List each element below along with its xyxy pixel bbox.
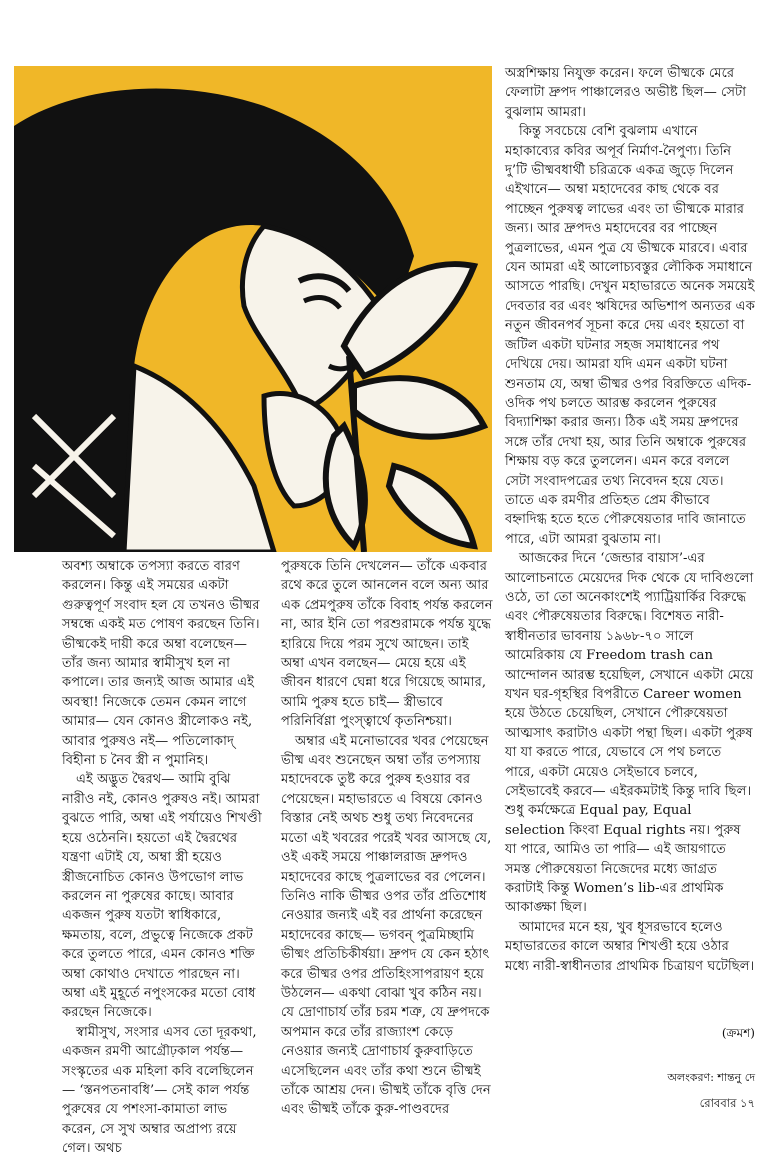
to-be-continued-note: (ক্রমশ) (721, 1026, 755, 1040)
paragraph: আমাদের মনে হয়, খুব ধূসরভাবে হলেও মহাভারতের কালে অম্বার শিখণ্ডী হয়ে ওঠার মধ্যে নারী-স্বাধীনতার প্রাথমিক চিত্রায়ণ ঘটেছিল। (505, 919, 755, 974)
paragraph: আজকের দিনে ‘জেন্ডার বায়াস’-এর আলোচনাতে মেয়েদের দিক থেকে যে দাবিগুলো ওঠে, তা তো অনেকাংশেই প্যাট্রিয়ার্কির বিরুদ্ধে এবং পৌরুষেয়তার বিরুদ্ধে। বিশেষত নারী-স্বাধীনতার ভাবনায় ১৯৬৮-৭০ সালে আমেরিকায় যে Freedom trash can আন্দোলন আরম্ভ হয়েছিল, সেখানে একটা মেয়ে যখন ঘর-গৃহস্থির বিপরীতে Career women হয়ে উঠতে চেয়েছিল, সেখানে পৌরুষেয়তা আত্মসাৎ করাটাও একটা পন্থা ছিল। একটা পুরুষ যা যা করতে পারে, যেভাবে সে পথ চলতে পারে, একটা মেয়েও সেইভাবে চলবে, সেইভাবেই করবে— এইরকমটাই কিন্তু দাবি ছিল। শুধু কর্মক্ষেত্রে Equal pay, Equal selection কিংবা Equal rights নয়। পুরুষ যা পারে, আমিও তা পারি— এই জায়গাতে সমস্ত পৌরুষেয়তা নিজেদের মধ্যে জাগ্রত করাটাই কিন্তু Women’s lib-এর প্রাথমিক আকাঙ্ক্ষা ছিল। (505, 551, 754, 916)
paragraph: অস্ত্রশিক্ষায় নিযুক্ত করেন। ফলে ভীষ্মকে মেরে ফেলাটা দ্রুপদ পাঞ্চালেরও অভীষ্ট ছিল— সেটা বুঝলাম আমরা। (505, 66, 747, 120)
text-column-middle (281, 557, 493, 1120)
paragraph: পুরুষকে তিনি দেখলেন— তাঁকে একবার রথে করে তুলে আনলেন বলে অন্য আর এক প্রেমপুরুষ তাঁকে বিবাহ পর্যন্ত করলেন না, আর ইনি তো পরশুরামকে পর্যন্ত যুদ্ধে হারিয়ে দিয়ে পরম সুখে আছেন। তাই অম্বা এখন বলছেন— মেয়ে হয়ে এই জীবন ধারণে ঘেন্না ধরে গিয়েছে আমার, আমি পুরুষ হতে চাই— স্ত্রীভাবে পরিনির্বিণ্ণা পুংস্ত্বার্থে কৃতনিশ্চয়া। (281, 559, 493, 730)
text-column-left (62, 557, 262, 1159)
illustration-credit: অলংকরণ: শান্তনু দে (667, 1071, 755, 1084)
paragraph: কিন্তু সবচেয়ে বেশি বুঝলাম এখানে মহাকাব্যের কবির অপূর্ব নির্মাণ-নৈপুণ্য। তিনি দু’টি ভীষ্মবধার্থী চরিত্রকে একত্র জুড়ে দিলেন এইখানে— অম্বা মহাদেবের কাছ থেকে বর পাচ্ছেন পুরুষত্ব লাভের এবং তা ভীষ্মকে মারার জন্য। আর দ্রুপদও মহাদেবের বর পাচ্ছেন পুত্রলাভের, এমন পুত্র যে ভীষ্মকে মারবে। এবার যেন আমরা এই আলোচ্যবস্তুর লৌকিক সমাধানে আসতে পারছি। দেখুন মহাভারতে অনেক সময়েই দেবতার বর এবং ঋষিদের অভিশাপ অন্যতর এক নতুন জীবনপর্ব সূচনা করে দেয় এবং হয়তো বা জটিল একটা ঘটনার সহজ সমাধানের পথ দেখিয়ে দেয়। আমরা যদি এমন একটা ঘটনা শুনতাম যে, অম্বা ভীষ্মর ওপর বিরক্তিতে এদিক-ওদিক পথ চলতে আরম্ভ করলেন পুরুষের বিদ্যাশিক্ষা করার জন্য। ঠিক এই সময় দ্রুপদের সঙ্গে তাঁর দেখা হয়, আর তিনি অম্বাকে পুরুষের শিক্ষায় বড় করে তুললেন। এমন করে বললে সেটা সংবাদপত্রের তথ্য নিবেদন হয়ে যেত। তাতে এক রমণীর প্রতিহত প্রেম কীভাবে বহ্নাদিগ্ধ হতে হতে পৌরুষেয়তার দাবি জানাতে পারে, এটা আমরা বুঝতাম না। (505, 124, 755, 547)
text-column-right (505, 64, 755, 976)
page-folio: রোববার ১৭ (699, 1096, 755, 1110)
paragraph: এই অদ্ভুত দ্বৈরথ— আমি বুঝি নারীও নই, কোনও পুরুষও নই। আমরা বুঝতে পারি, অম্বা এই পর্যায়েও শিখণ্ডী হয়ে ওঠেননি। হয়তো এই দ্বৈরথের যন্ত্রণা এটাই যে, অম্বা স্ত্রী হয়েও স্ত্রীজনোচিত কোনও উপভোগ লাভ করলেন না পুরুষের কাছে। আবার একজন পুরুষ যতটা স্বাধিকারে, ক্ষমতায়, বলে, প্রভুত্বে নিজেকে প্রকট করে তুলতে পারে, এমন কোনও শক্তি অম্বা কোথাও দেখাতে পারছেন না। অম্বা এই মুহূর্তে নপুংসকের মতো বোধ করছেন নিজেকে। (62, 772, 262, 1021)
illustration-woman-with-flower (14, 66, 492, 552)
paragraph: অম্বার এই মনোভাবের খবর পেয়েছেন ভীষ্ম এবং শুনেছেন অম্বা তাঁর তপস্যায় মহাদেবকে তুষ্ট করে পুরুষ হওয়ার বর পেয়েছেন। মহাভারতে এ বিষয়ে কোনও বিস্তার নেই অথচ শুধু তথ্য নিবেদনের মতো এই খবরের পরেই খবর আসছে যে, ওই একই সময়ে পাঞ্চালরাজ দ্রুপদও মহাদেবের কাছে পুত্রলাভের বর পেলেন। তিনিও নাকি ভীষ্মর ওপর তাঁর প্রতিশোধ নেওয়ার জন্যই এই বর প্রার্থনা করেছেন মহাদেবের কাছে— ভগবন্‌ পুত্রমিচ্ছামি ভীষ্মং প্রতিচিকীর্ষয়া। দ্রুপদ যে কেন হঠাৎ করে ভীষ্মর ওপর প্রতিহিংসাপরায়ণ হয়ে উঠলেন— একথা বোঝা খুব কঠিন নয়। যে দ্রোণাচার্য তাঁর চরম শত্রু, যে দ্রুপদকে অপমান করে তাঁর রাজ্যাংশ কেড়ে নেওয়ার জন্যই দ্রোণাচার্য কুরুবাড়িতে এসেছিলেন এবং তাঁর কথা শুনে ভীষ্মই তাঁকে আশ্রয় দেন। ভীষ্মই তাঁকে বৃত্তি দেন এবং ভীষ্মই তাঁকে কুরু-পাণ্ডবদের (281, 733, 492, 1118)
illustration-artwork (14, 66, 492, 552)
paragraph: অবশ্য অম্বাকে তপস্যা করতে বারণ করলেন। কিন্তু এই সময়ের একটা গুরুত্বপূর্ণ সংবাদ হল যে তখনও ভীষ্মর সম্বন্ধে একই মত পোষণ করছেন তিনি। ভীষ্মকেই দায়ী করে অম্বা বলেছেন— তাঁর জন্য আমার স্বামীসুখ হল না কপালে। তার জন্যই আজ আমার এই অবস্থা! নিজেকে তেমন কেমন লাগে আমার— যেন কোনও স্ত্রীলোকও নই, আবার পুরুষও নই— পতিলোকাদ্‌ বিহীনা চ নৈব স্ত্রী ন পুমানিহ। (62, 559, 260, 769)
paragraph: স্বামীসুখ, সংসার এসব তো দূরকথা, একজন রমণী আগ্রৌঢ়কাল পর্যন্ত— সংস্কৃতের এক মহিলা কবি বলেছিলেন— ‘স্তনপতনাবধি’— সেই কাল পর্যন্ত পুরুষের যে পশংসা-কামাতা লাভ করেন, সে সুখ অম্বার অপ্রাপ্য রয়ে গেল। অথচ (62, 1024, 257, 1157)
